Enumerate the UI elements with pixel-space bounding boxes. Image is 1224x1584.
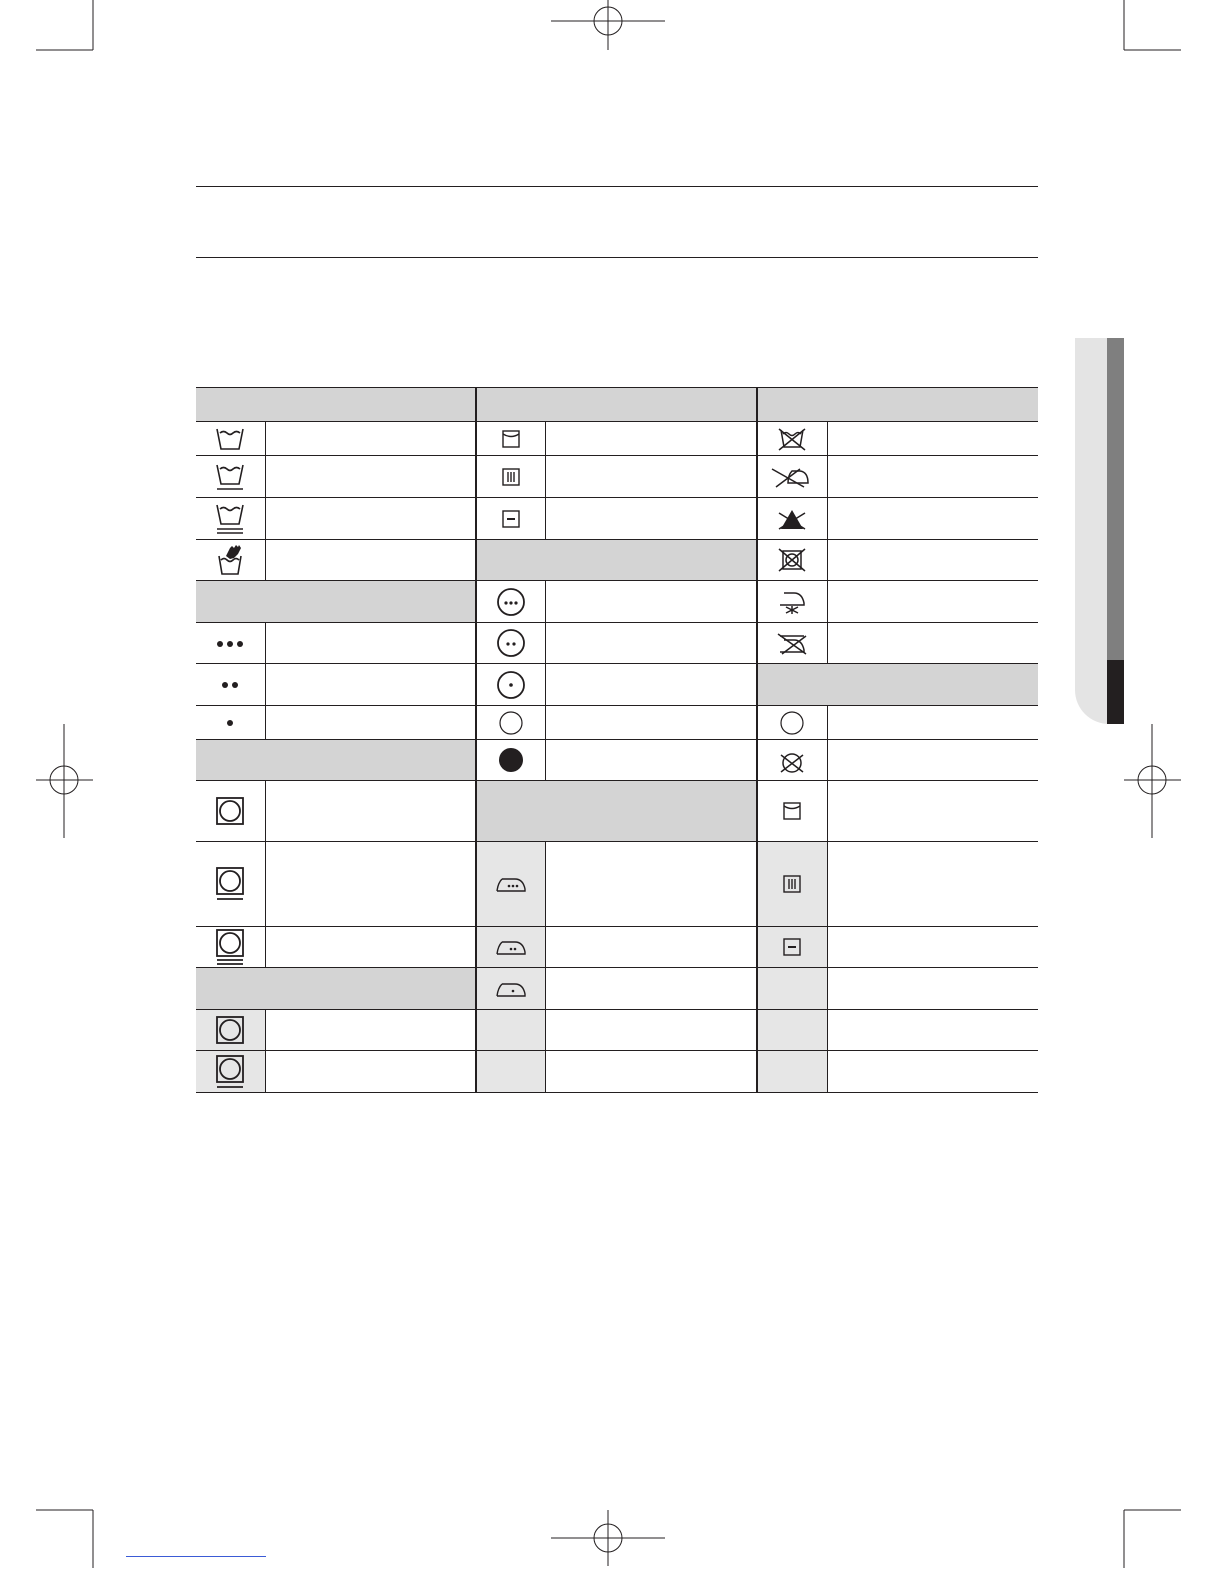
care-label-table <box>196 387 1038 1093</box>
care-description <box>545 1051 757 1093</box>
care-description <box>827 740 1038 781</box>
section-header <box>196 740 476 781</box>
table-row <box>196 740 1038 781</box>
steam-iron-icon <box>757 581 827 623</box>
empty-icon-cell <box>757 1010 827 1051</box>
side-tab-marker <box>1107 660 1124 724</box>
section-header <box>476 540 757 581</box>
care-description <box>265 1051 476 1093</box>
care-description <box>265 781 476 842</box>
care-description <box>545 581 757 623</box>
table-row <box>196 706 1038 740</box>
table-row <box>196 781 1038 842</box>
footer-link[interactable] <box>126 1556 266 1557</box>
care-description <box>827 1010 1038 1051</box>
care-description <box>827 456 1038 498</box>
care-description <box>827 781 1038 842</box>
care-description <box>827 842 1038 927</box>
hand-wash-icon <box>196 540 265 581</box>
drip-dry-icon <box>476 456 545 498</box>
table-row <box>196 540 1038 581</box>
care-description <box>545 664 757 706</box>
intro-text <box>196 300 1038 360</box>
care-description <box>265 540 476 581</box>
care-description <box>265 664 476 706</box>
table-row <box>196 927 1038 968</box>
table-row <box>196 1010 1038 1051</box>
dry-clean-circle-one-dot-icon <box>476 664 545 706</box>
washtub-one-bar-icon <box>196 456 265 498</box>
tumble-dry-one-bar-icon <box>196 842 265 927</box>
section-header <box>757 664 1038 706</box>
two-dots-icon <box>196 664 265 706</box>
table-row <box>196 842 1038 927</box>
title-bottom-rule <box>196 257 1038 258</box>
care-description <box>827 968 1038 1010</box>
dry-clean-circle-three-dots-icon <box>476 581 545 623</box>
three-dots-icon <box>196 623 265 664</box>
side-tab-bar <box>1107 338 1124 660</box>
iron-two-dots-icon <box>476 927 545 968</box>
care-description <box>827 706 1038 740</box>
empty-circle-icon <box>476 706 545 740</box>
care-description <box>827 581 1038 623</box>
care-description <box>545 498 757 540</box>
do-not-iron-icon <box>757 456 827 498</box>
empty-icon-cell <box>757 968 827 1010</box>
table-row <box>196 456 1038 498</box>
care-description <box>545 927 757 968</box>
care-description <box>265 842 476 927</box>
washtub-icon <box>196 422 265 456</box>
table-row <box>196 623 1038 664</box>
table-row <box>196 422 1038 456</box>
care-description <box>827 498 1038 540</box>
one-dot-icon <box>196 706 265 740</box>
care-description <box>545 968 757 1010</box>
iron-three-dots-icon <box>476 842 545 927</box>
line-dry-icon <box>476 422 545 456</box>
table-row <box>196 498 1038 540</box>
drip-dry-square-circle-bar-icon <box>196 1051 265 1093</box>
column-header-1 <box>196 388 476 422</box>
care-description <box>545 706 757 740</box>
section-header <box>196 968 476 1010</box>
care-description <box>545 422 757 456</box>
table-row <box>196 581 1038 623</box>
drip-dry-square-circle-icon <box>196 1010 265 1051</box>
care-description <box>827 623 1038 664</box>
line-dry-icon <box>757 781 827 842</box>
washtub-two-bars-icon <box>196 498 265 540</box>
section-header <box>476 781 757 842</box>
page-title <box>196 205 1038 245</box>
care-description <box>265 498 476 540</box>
care-description <box>545 456 757 498</box>
table-row <box>196 1051 1038 1093</box>
care-description <box>827 927 1038 968</box>
top-rule <box>196 186 1038 187</box>
care-description <box>545 842 757 927</box>
table-header-row <box>196 388 1038 422</box>
do-not-steam-icon <box>757 623 827 664</box>
section-header <box>196 581 476 623</box>
do-not-dry-clean-icon <box>757 740 827 781</box>
care-description <box>827 422 1038 456</box>
care-description <box>265 422 476 456</box>
tumble-dry-icon <box>196 781 265 842</box>
care-description <box>265 623 476 664</box>
column-header-3 <box>757 388 1038 422</box>
column-header-2 <box>476 388 757 422</box>
iron-one-dot-icon <box>476 968 545 1010</box>
empty-circle-icon <box>757 706 827 740</box>
care-description <box>265 1010 476 1051</box>
dry-flat-icon <box>757 927 827 968</box>
do-not-wash-icon <box>757 422 827 456</box>
care-description <box>827 540 1038 581</box>
dry-clean-circle-two-dots-icon <box>476 623 545 664</box>
table-row <box>196 968 1038 1010</box>
empty-icon-cell <box>476 1051 545 1093</box>
care-description <box>265 706 476 740</box>
care-description <box>545 740 757 781</box>
filled-circle-icon <box>476 740 545 781</box>
table-row <box>196 664 1038 706</box>
care-description <box>827 1051 1038 1093</box>
tumble-dry-two-bars-icon <box>196 927 265 968</box>
care-description <box>545 623 757 664</box>
care-description <box>265 927 476 968</box>
do-not-tumble-dry-icon <box>757 540 827 581</box>
empty-icon-cell <box>476 1010 545 1051</box>
empty-icon-cell <box>757 1051 827 1093</box>
dry-flat-icon <box>476 498 545 540</box>
drip-dry-icon <box>757 842 827 927</box>
care-description <box>545 1010 757 1051</box>
care-description <box>265 456 476 498</box>
do-not-bleach-icon <box>757 498 827 540</box>
